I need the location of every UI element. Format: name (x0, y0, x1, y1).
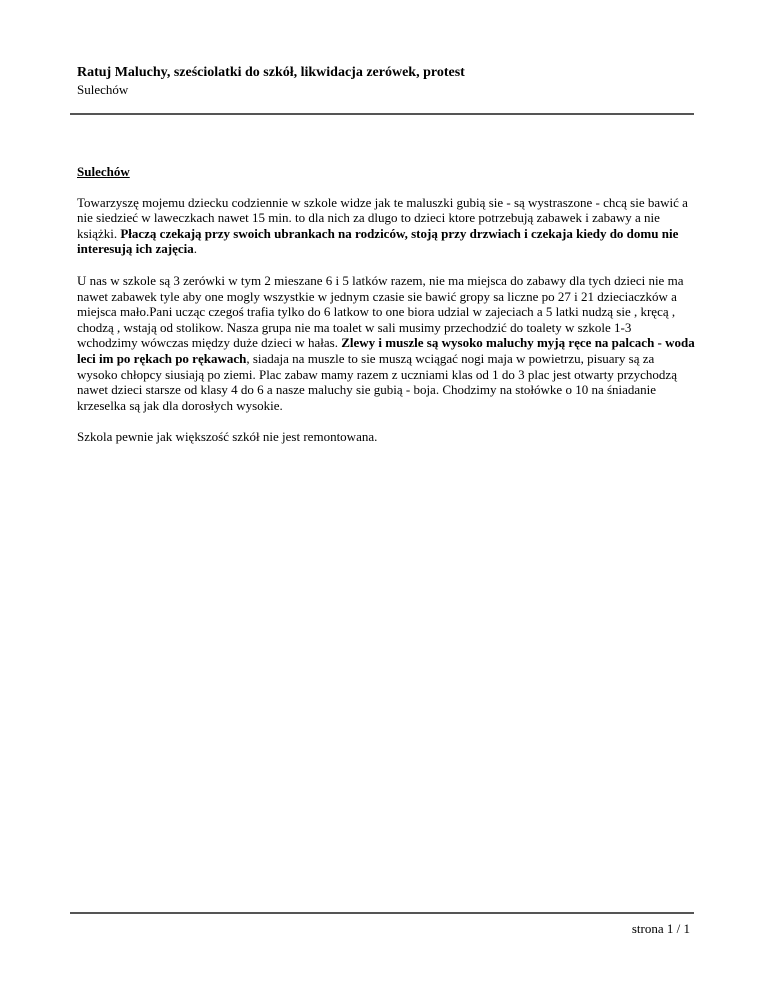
paragraph-1-end: . (193, 241, 197, 257)
header-divider (70, 113, 694, 115)
paragraph-2-text: U nas w szkole są 3 zerówki w tym 2 mieszane 6 i 5 latków razem, nie ma miejsca do zabawy dla tych dzieci nie ma nawet zabawek tyle aby one mogly wszystkie w jednym czasie sie bawić gropy sa liczne po 27 i 21 dzieciaczków a miejsca mało.Pani ucząc czegoś trafia tylko do 6 latkow to one biora udzial w zajeciach a 5 latki nudzą sie , kręcą , chodzą , wstają od stolikow. Nasza grupa nie ma toalet w sali musimy przechodzić do toalety w szkole 1-3 wchodzimy wówczas między duże dzieci w hałas. (77, 272, 684, 351)
document-subtitle: Sulechów (77, 82, 129, 97)
section-heading: Sulechów (77, 164, 130, 179)
paragraph-1-text: Towarzyszę mojemu dziecku codziennie w szkole widze jak te maluszki gubią sie - są wystraszone - chcą sie bawić a nie siedzieć w laweczkach nawet 15 min. to dla nich za dlugo to dzieci ktore potrzebują zabawek i zabawy a nie książki. (77, 194, 688, 241)
paragraph-3 (77, 429, 695, 445)
paragraph-1 (77, 195, 695, 257)
paragraph-3-text: Szkola pewnie jak większość szkół nie jest remontowana. (77, 429, 378, 445)
document-header (77, 64, 697, 98)
paragraph-2-end: , siadaja na muszle to sie muszą wciągać nogi maja w powietrzu, pisuary są za wysoko chłopcy siusiają po ziemi. Plac zabaw mamy razem z uczniami klas od 1 do 3 plac jest otwarty przychodzą nawet dzieci starsze od klasy 4 do 6 a nasze maluchy sie gubią - boja. Chodzimy na stołówke o 10 na śniadanie krzeselka są jak dla dorosłych wysokie. (77, 350, 677, 413)
page-number: strona 1 / 1 (631, 921, 690, 936)
article-body (77, 164, 695, 461)
paragraph-1-bold: Płaczą czekają przy swoich ubrankach na rodziców, stoją przy drzwiach i czekaja kiedy do domu nie interesują ich zajęcia (77, 225, 679, 257)
document-title: Ratuj Maluchy, sześciolatki do szkół, likwidacja zerówek, protest (77, 65, 465, 80)
paragraph-2 (77, 273, 695, 413)
paragraph-2-bold: Zlewy i muszle są wysoko maluchy myją ręce na palcach - woda leci im po rękach po rękawach (77, 335, 695, 366)
footer-divider (70, 912, 694, 914)
